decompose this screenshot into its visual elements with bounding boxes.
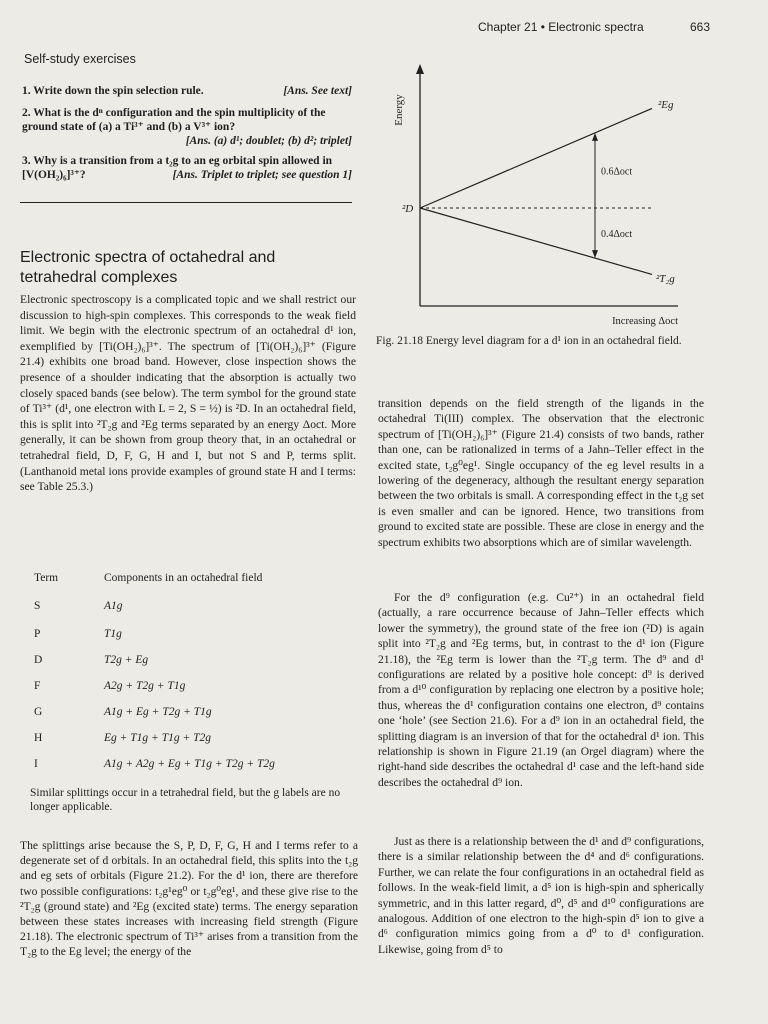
- term-cell: D: [34, 654, 43, 666]
- page-number: 663: [689, 20, 710, 34]
- term-2Eg-label: ²Eg: [658, 99, 674, 111]
- exercise-number: 1.: [22, 85, 31, 97]
- components-cell: A1g: [104, 600, 123, 612]
- exercise-2: [22, 106, 352, 148]
- x-axis-label: Increasing Δoct: [612, 316, 678, 327]
- exercise-answer: [Ans. Triplet to triplet; see question 1]: [172, 169, 352, 181]
- table-header-term: Term: [34, 572, 59, 584]
- table-header-components: Components in an octahedral field: [104, 572, 263, 584]
- table-row: [20, 732, 360, 748]
- term-2T2g-label: ²T₂g: [656, 273, 675, 285]
- exercise-answer: [Ans. (a) d¹; doublet; (b) d²; triplet]: [185, 135, 352, 147]
- exercise-3: [22, 154, 352, 182]
- y-axis-label: Energy: [393, 94, 405, 126]
- energy-level-diagram: [380, 58, 700, 328]
- y-axis-arrowhead: [416, 64, 424, 74]
- term-cell: G: [34, 706, 43, 718]
- lower-split-label: 0.4Δoct: [601, 229, 633, 241]
- components-cell: T1g: [104, 628, 122, 640]
- left-paragraph-2: The splittings arise because the S, P, D, F, G, H and I terms refer to a degenerate set of d orbitals. In an octahedral field, this splits into the t₂g and eg sets of orbitals (Figure 21.2). For the d¹ ion, there are therefore two possible configurations: t₂g¹eg⁰ or t₂g⁰eg¹, and these give rise to the ²T₂g (ground state) and ²Eg (excited state) terms. The energy separation between these states increases with increasing field strength (Figure 21.18). The electronic spectrum of Ti³⁺ arises from a transition from the T₂g to the Eg level; the energy of the: [20, 839, 358, 959]
- exercise-answer: [Ans. See text]: [283, 85, 352, 97]
- figure-caption: Fig. 21.18 Energy level diagram for a d¹ ion in an octahedral field.: [376, 335, 682, 347]
- upper-split-label: 0.6Δoct: [601, 166, 633, 178]
- section-divider: [20, 202, 352, 203]
- table-row: [20, 758, 360, 774]
- self-study-title: Self-study exercises: [24, 52, 136, 66]
- term-cell: S: [34, 600, 41, 612]
- components-cell: A1g + A2g + Eg + T1g + T2g + T2g: [104, 758, 275, 770]
- term-cell: I: [34, 758, 38, 770]
- chapter-title: Chapter 21 • Electronic spectra: [478, 20, 644, 34]
- components-cell: T2g + Eg: [104, 654, 149, 666]
- exercise-question: Write down the spin selection rule.: [33, 85, 204, 97]
- table-row: [20, 680, 360, 696]
- table-row: [20, 654, 360, 670]
- table-row: [20, 600, 360, 616]
- exercise-question: What is the dⁿ configuration and the spin multiplicity of the ground state of (a) a Ti³⁺ and (b) a V³⁺ ion?: [22, 107, 326, 133]
- left-paragraph-1: Electronic spectroscopy is a complicated topic and we shall restrict our discussion to high-spin complexes. This corresponds to the weak field limit. We begin with the electronic spectrum of an octahedral d¹ ion, exemplified by [Ti(OH₂)₆]³⁺. The spectrum of [Ti(OH₂)₆]³⁺ (Figure 21.4) exhibits one broad band. However, close inspection shows the presence of a shoulder indicating that the absorption is actually two closely spaced bands (see below). The term symbol for the ground state of Ti³⁺ (d¹, one electron with L = 2, S = ½) is ²D. In an octahedral field, this is split into ²T₂g and ²Eg terms separated by an energy Δoct. More generally, it can be shown from group theory that, in an octahedral or tetrahedral field, D, F, G, H and I, but not S and P, terms split. (Lanthanoid metal ions provide examples of ground state H and I terms: see Table 25.3.): [20, 293, 356, 494]
- exercise-1: [22, 84, 352, 98]
- table-header-row: [20, 572, 360, 588]
- components-cell: A1g + Eg + T2g + T1g: [104, 706, 212, 718]
- exercise-number: 2.: [22, 107, 31, 119]
- table-row: [20, 706, 360, 722]
- term-2D-label: ²D: [402, 203, 414, 215]
- 2Eg-line: [420, 108, 652, 208]
- exercise-question: Why is a transition from a t₂g to an eg orbital spin allowed in [V(OH₂)₆]³⁺?: [22, 155, 333, 181]
- term-cell: F: [34, 680, 41, 692]
- term-cell: H: [34, 732, 43, 744]
- right-paragraph-1: transition depends on the field strength of the ligands in the octahedral Ti(III) complex. The observation that the electronic spectrum of [Ti(OH₂)₆]³⁺ (Figure 21.4) consists of two bands, rather than one, can be rationalized in terms of a Jahn–Teller effect in the excited state, t₂g⁰eg¹. Single occupancy of the eg level results in a lowering of the degeneracy, although the resultant energy separation between the two orbitals is small. A corresponding effect in the t₂g set is even smaller and can be ignored. Hence, two transitions from ground to excited state are possible. These are close in energy and the spectrum exhibits two absorptions which are of similar wavelength.: [378, 397, 704, 549]
- table-note: Similar splittings occur in a tetrahedral field, but the g labels are no longer applicable.: [30, 787, 341, 813]
- exercise-number: 3.: [22, 155, 31, 167]
- components-cell: A2g + T2g + T1g: [104, 680, 186, 692]
- term-cell: P: [34, 628, 41, 640]
- components-cell: Eg + T1g + T1g + T2g: [104, 732, 211, 744]
- section-heading: Electronic spectra of octahedral and tetrahedral complexes: [20, 249, 276, 286]
- table-row: [20, 628, 360, 644]
- right-paragraph-2: For the d⁹ configuration (e.g. Cu²⁺) in an octahedral field (actually, a rare occurrence because of Jahn–Teller effects which lower the symmetry), the ground state of the free ion (²D) is again split into ²T₂g and ²Eg terms, but, in contrast to the d¹ ion (Figure 21.18), the ²Eg term is lower than the ²T₂g term. The d⁹ and d¹ configurations are related by a positive hole concept: d⁹ is derived from a d¹⁰ configuration by replacing one electron by a positive hole; thus, whereas the d¹ configuration contains one electron, d⁹ contains one ‘hole’ (see Section 21.6). For a d⁹ ion in an octahedral field, the splitting diagram is an inversion of that for the octahedral d¹ ion. This relationship is shown in Figure 21.19 (an Orgel diagram) where the right-hand side describes the octahedral d¹ case and the left-hand side describes the octahedral d⁹ ion.: [378, 591, 704, 789]
- right-paragraph-3: Just as there is a relationship between the d¹ and d⁹ configurations, there is a similar relationship between the d⁴ and d⁶ configurations. Further, we can relate the four configurations in an octahedral field as follows. In the weak-field limit, a d⁵ ion is high-spin and spherically symmetric, and in this latter regard, d⁰, d⁵ and d¹⁰ configurations are analogous. Addition of one electron to the high-spin d⁵ ion to give a d⁶ configuration mimics going from a d⁰ to d¹ configuration. Likewise, going from d⁵ to: [378, 835, 704, 956]
- 2T2g-line: [420, 208, 652, 274]
